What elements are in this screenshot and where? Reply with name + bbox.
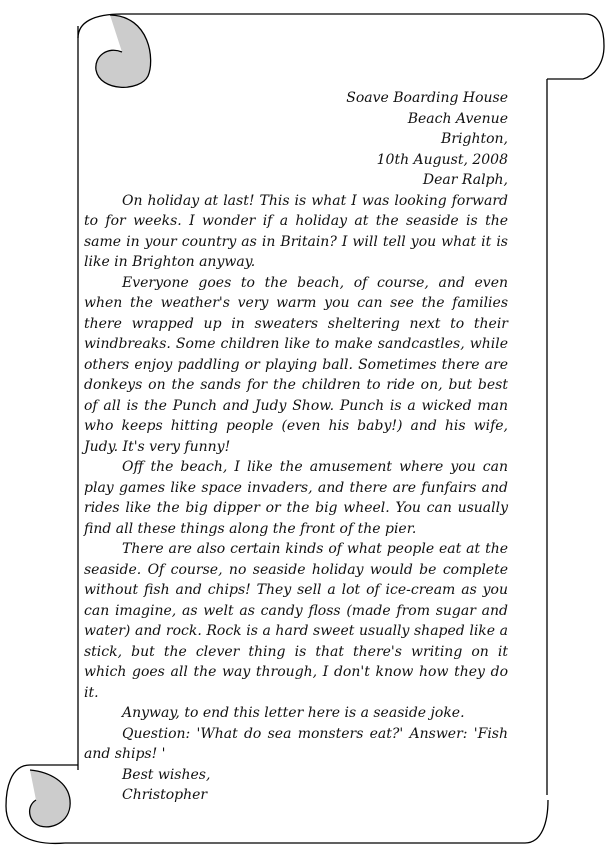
letter-body	[84, 88, 508, 806]
address-line-2: Beach Avenue	[407, 110, 508, 127]
paragraph-2: Everyone goes to the beach, of course, and even when the weather's very warm you can see the families there wrapped up in sweaters sheltering next to their windbreaks. Some children like to make sandcastles, while others enjoy paddling or playing ball. Sometimes there are donkeys on the sands for the children to ride on, but best of all is the Punch and Judy Show. Punch is a wicked man who keeps hitting people (even his baby!) and his wife, Judy. It's very funny!	[84, 274, 508, 455]
closing: Best wishes,	[122, 766, 211, 783]
paragraph-5: Anyway, to end this letter here is a seaside joke.	[122, 705, 465, 721]
greeting: Dear Ralph,	[422, 172, 508, 188]
paragraph-3: Off the beach, I like the amusement where you can play games like space invaders, and there are funfairs and rides like the big dipper or the big wheel. You can usually find all these things along the front of the pier.	[84, 459, 508, 537]
address-line-3: Brighton,	[441, 131, 508, 147]
paragraph-1: On holiday at last! This is what I was looking forward to for weeks. I wonder if a holiday at the seaside is the same in your country as in Britain? I will tell you what it is like in Brighton anyway.	[84, 192, 508, 270]
paragraph-4: There are also certain kinds of what people eat at the seaside. Of course, no seaside holiday would be complete without fish and chips! They sell a lot of ice-cream as you can imagine, as welt as candy floss (made from sugar and water) and rock. Rock is a hard sweet usually shaped like a stick, but the clever thing is that there's writing on it which goes all the way through, I don't know how they do it.	[84, 541, 508, 701]
signature: Christopher	[122, 787, 208, 803]
address-line-1: Soave Boarding House	[346, 90, 508, 106]
letter-date: 10th August, 2008	[376, 151, 508, 168]
paragraph-6: Question: 'What do sea monsters eat?' Answer: 'Fish and ships! '	[84, 725, 508, 762]
